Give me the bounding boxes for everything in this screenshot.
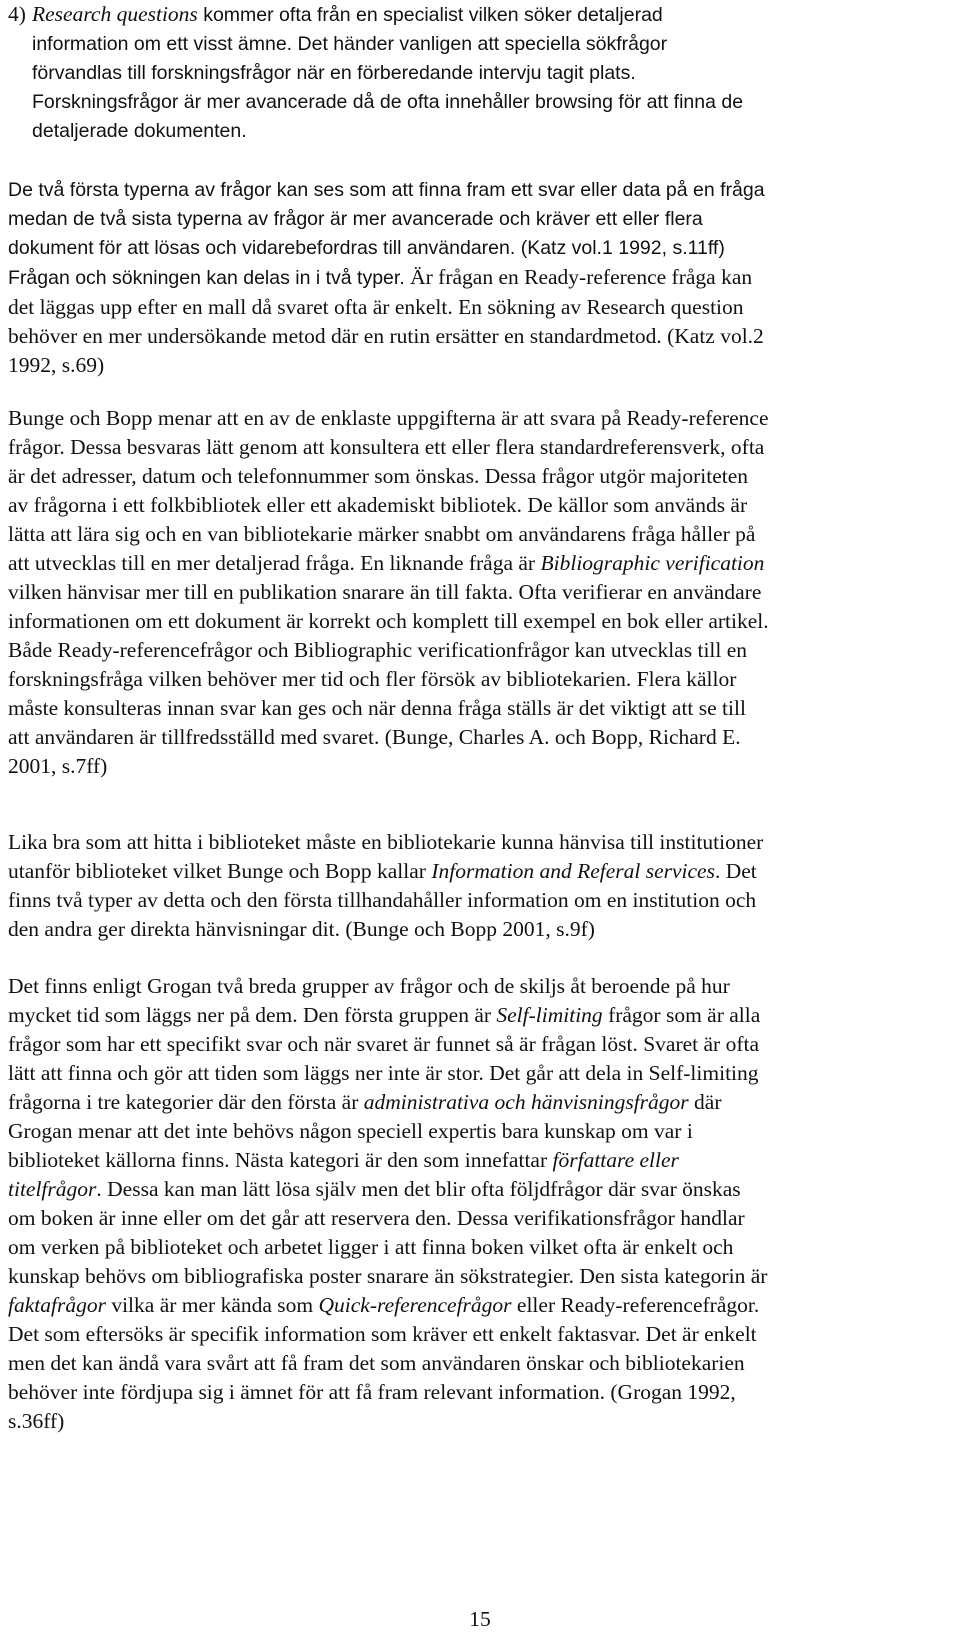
paragraph-line: Grogan menar att det inte behövs någon speciell expertis bara kunskap om var i	[8, 1119, 693, 1143]
paragraph-bunge-bopp	[8, 404, 952, 781]
paragraph-line: är det adresser, datum och telefonnummer som önskas. Dessa frågor utgör majoriteten	[8, 464, 749, 488]
list-item-4	[8, 0, 952, 146]
paragraph-line: frågor. Dessa besvaras lätt genom att konsultera ett eller flera standardreferensverk, ofta	[8, 435, 765, 459]
paragraph-line: medan de två sista typerna av frågor är mer avancerade och kräver ett eller flera	[8, 208, 703, 230]
paragraph-line: forskningsfråga vilken behöver mer tid och fler försök av bibliotekarien. Flera källor	[8, 667, 737, 691]
paragraph-question-types	[8, 176, 952, 380]
paragraph-line-part: frågorna i tre kategorier där den första är	[8, 1090, 364, 1114]
paragraph-line: kunskap behövs om bibliografiska poster snarare än sökstrategier. Den sista kategorin är	[8, 1264, 768, 1288]
list-item-line-4: Forskningsfrågor är mer avancerade då de ofta innehåller browsing för att finna de	[32, 91, 744, 113]
paragraph-line: De två första typerna av frågor kan ses som att finna fram ett svar eller data på en fråga	[8, 179, 765, 201]
list-item-line-5: detaljerade dokumenten.	[32, 120, 247, 142]
paragraph-line: men det kan ändå vara svårt att få fram det som användaren önskar och bibliotekarien	[8, 1351, 745, 1375]
list-item-body	[8, 0, 952, 146]
italic-term: författare eller	[552, 1148, 679, 1172]
paragraph-line-part: . Dessa kan man lätt lösa själv men det blir ofta följdfrågor där svar önskas	[96, 1177, 741, 1201]
paragraph-line: den andra ger direkta hänvisningar dit. (Bunge och Bopp 2001, s.9f)	[8, 917, 595, 941]
paragraph-referral-services	[8, 828, 952, 944]
italic-term: faktafrågor	[8, 1293, 106, 1317]
paragraph-line: dokument för att lösas och vidarebefordras till användaren. (Katz vol.1 1992, s.11ff)	[8, 237, 725, 259]
paragraph-grogan	[8, 972, 952, 1436]
paragraph-line-part: Är frågan en Ready-reference fråga kan	[404, 265, 753, 289]
paragraph-line: måste konsulteras innan svar kan ges och när denna fråga ställs är det viktigt att se till	[8, 696, 746, 720]
paragraph-line-part: utanför biblioteket vilket Bunge och Bopp kallar	[8, 859, 432, 883]
paragraph-line-part: vilka är mer kända som	[105, 1293, 319, 1317]
paragraph-line: finns två typer av detta och den första tillhandahåller information om en institution och	[8, 888, 757, 912]
paragraph-line: om boken är inne eller om det går att reservera den. Dessa verifikationsfrågor handlar	[8, 1206, 745, 1230]
italic-term: Information and Referal services	[431, 859, 715, 883]
italic-term: Bibliographic verification	[540, 551, 765, 575]
list-item-line-3: förvandlas till forskningsfrågor när en förberedande intervju tagit plats.	[32, 62, 636, 84]
paragraph-line: Bunge och Bopp menar att en av de enklaste uppgifterna är att svara på Ready-reference	[8, 406, 769, 430]
paragraph-line: lätta att lära sig och en van bibliotekarie märker snabbt om användarens fråga håller på	[8, 522, 756, 546]
paragraph-line: om verken på biblioteket och arbetet ligger i att finna boken vilket ofta är enkelt och	[8, 1235, 734, 1259]
paragraph-line-part: Frågan och sökningen kan delas in i två typer.	[8, 267, 405, 289]
paragraph-line: informationen om ett dokument är korrekt och komplett till exempel en bok eller artikel.	[8, 609, 769, 633]
italic-term: Quick-referencefrågor	[318, 1293, 512, 1317]
paragraph-line: att användaren är tillfredsställd med svaret. (Bunge, Charles A. och Bopp, Richard E.	[8, 725, 741, 749]
paragraph-line: behöver inte fördjupa sig i ämnet för att få fram relevant information. (Grogan 1992,	[8, 1380, 736, 1404]
paragraph-line: lätt att finna och gör att tiden som läggs ner inte är stor. Det går att dela in Self-limiting	[8, 1061, 759, 1085]
page-number: 15	[469, 1607, 491, 1631]
paragraph-line: Det finns enligt Grogan två breda grupper av frågor och de skiljs åt beroende på hur	[8, 974, 730, 998]
paragraph-line-part: biblioteket källorna finns. Nästa kategori är den som innefattar	[8, 1148, 553, 1172]
paragraph-line: behöver en mer undersökande metod där en rutin ersätter en standardmetod. (Katz vol.2	[8, 324, 764, 348]
paragraph-line: det läggas upp efter en mall då svaret ofta är enkelt. En sökning av Research question	[8, 295, 744, 319]
paragraph-line: frågor som har ett specifikt svar och när svaret är funnet så är frågan löst. Svaret är ofta	[8, 1032, 759, 1056]
list-item-line-1: kommer ofta från en specialist vilken söker detaljerad	[197, 4, 663, 26]
paragraph-line-part: att utvecklas till en mer detaljerad fråga. En liknande fråga är	[8, 551, 541, 575]
paragraph-line-part: där	[688, 1090, 722, 1114]
paragraph-line: Det som eftersöks är specifik information som kräver ett enkelt faktasvar. Det är enkelt	[8, 1322, 757, 1346]
paragraph-line: Lika bra som att hitta i biblioteket måste en bibliotekarie kunna hänvisa till institutioner	[8, 830, 764, 854]
paragraph-line: Både Ready-referencefrågor och Bibliographic verificationfrågor kan utvecklas till en	[8, 638, 748, 662]
italic-term: Self-limiting	[496, 1003, 603, 1027]
paragraph-line-part: frågor som är alla	[602, 1003, 761, 1027]
italic-term: titelfrågor	[8, 1177, 97, 1201]
paragraph-line: s.36ff)	[8, 1409, 65, 1433]
paragraph-line: 1992, s.69)	[8, 353, 105, 377]
paragraph-line: av frågorna i ett folkbibliotek eller ett akademiskt bibliotek. De källor som används är	[8, 493, 748, 517]
list-item-line-2: information om ett visst ämne. Det händer vanligen att speciella sökfrågor	[32, 33, 668, 55]
paragraph-line-part: eller Ready-referencefrågor.	[511, 1293, 760, 1317]
italic-term: administrativa och hänvisningsfrågor	[363, 1090, 689, 1114]
paragraph-line-part: mycket tid som läggs ner på dem. Den första gruppen är	[8, 1003, 497, 1027]
list-item-title: Research questions	[32, 2, 198, 26]
list-item-number: 4)	[8, 2, 26, 26]
paragraph-line: vilken hänvisar mer till en publikation snarare än till fakta. Ofta verifierar en användare	[8, 580, 762, 604]
paragraph-line-part: . Det	[714, 859, 757, 883]
paragraph-line: 2001, s.7ff)	[8, 754, 108, 778]
